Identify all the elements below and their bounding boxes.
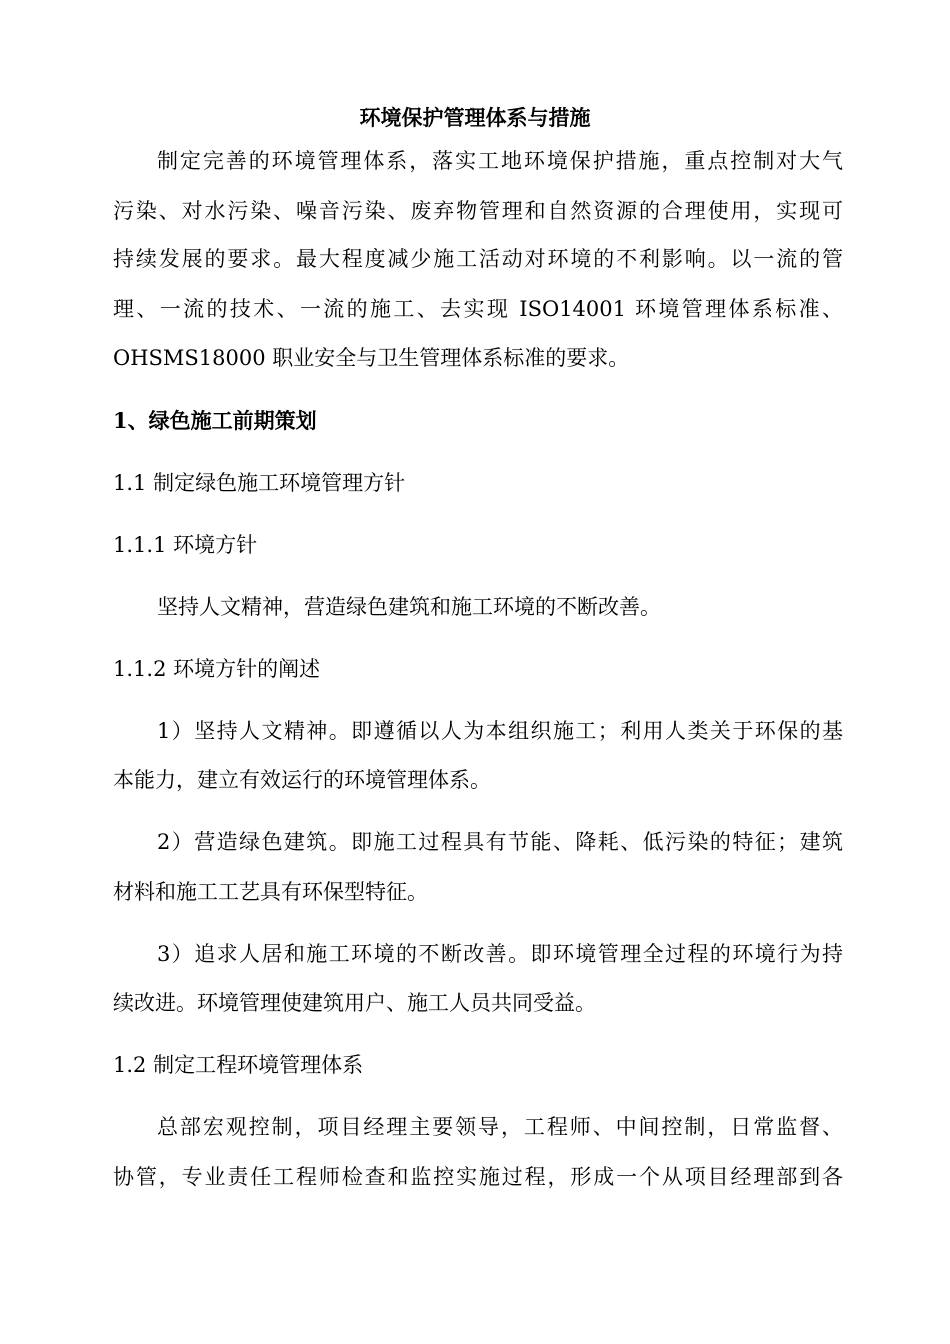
intro-line-3: 持续发展的要求。最大程度减少施工活动对环境的不利影响。以一流的管 (113, 247, 843, 271)
system-text-line-2: 协管，专业责任工程师检查和监控实施过程，形成一个从项目经理部到各 (113, 1165, 843, 1189)
section-heading-1-1: 1.1 制定绿色施工环境管理方针 (113, 471, 406, 495)
intro-line-1: 制定完善的环境管理体系，落实工地环境保护措施，重点控制对大气 (157, 149, 843, 173)
item-1-line-2: 本能力，建立有效运行的环境管理体系。 (113, 768, 491, 792)
item-1-line-1: 1）坚持人文精神。即遵循以人为本组织施工；利用人类关于环保的基 (157, 719, 843, 743)
section-heading-1: 1、绿色施工前期策划 (113, 408, 317, 433)
system-text-line-1: 总部宏观控制，项目经理主要领导，工程师、中间控制，日常监督、 (157, 1115, 843, 1139)
item-2-line-2: 材料和施工工艺具有环保型特征。 (113, 880, 428, 904)
item-3-line-2: 续改进。环境管理使建筑用户、施工人员共同受益。 (113, 991, 596, 1015)
section-heading-1-1-1: 1.1.1 环境方针 (113, 533, 258, 557)
item-3-line-1: 3）追求人居和施工环境的不断改善。即环境管理全过程的环境行为持 (157, 942, 843, 966)
intro-line-5: OHSMS18000 职业安全与卫生管理体系标准的要求。 (113, 346, 630, 370)
section-heading-1-2: 1.2 制定工程环境管理体系 (113, 1053, 364, 1077)
document-title: 环境保护管理体系与措施 (359, 105, 591, 130)
section-heading-1-1-2: 1.1.2 环境方针的阐述 (113, 657, 321, 681)
intro-line-2: 污染、对水污染、噪音污染、废弃物管理和自然资源的合理使用，实现可 (113, 199, 843, 223)
intro-line-4: 理、一流的技术、一流的施工、去实现 ISO14001 环境管理体系标准、 (113, 297, 843, 321)
item-2-line-1: 2）营造绿色建筑。即施工过程具有节能、降耗、低污染的特征；建筑 (157, 830, 843, 854)
policy-text: 坚持人文精神，营造绿色建筑和施工环境的不断改善。 (157, 595, 661, 619)
